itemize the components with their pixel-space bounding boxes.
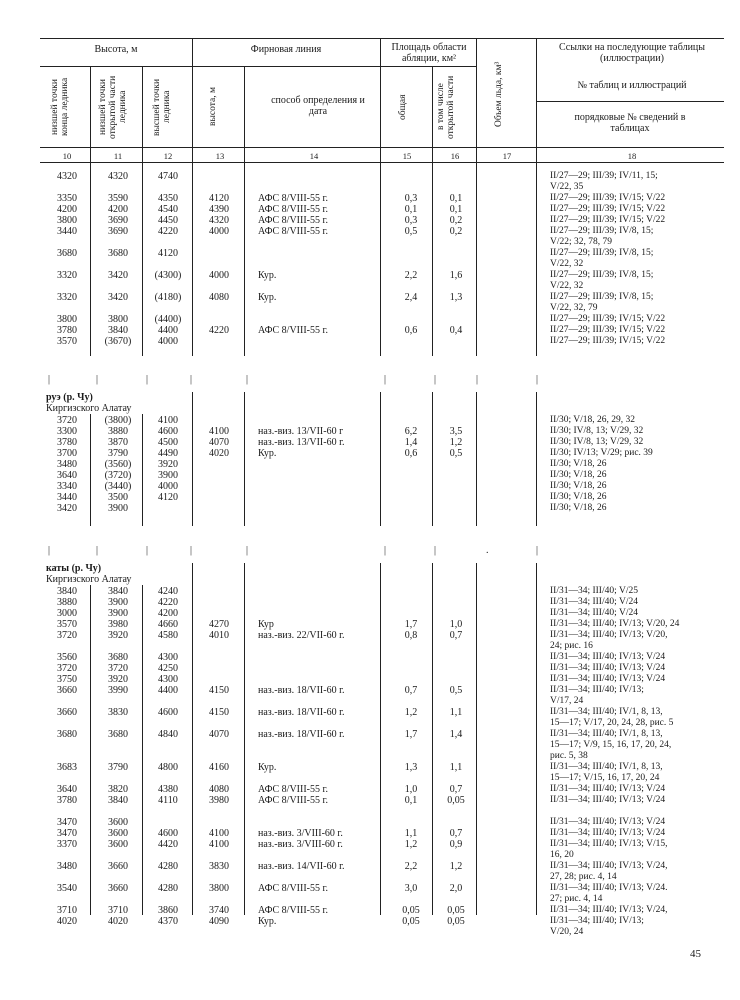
refs-tables-header: № таблиц и иллюстраций [577,80,687,91]
col-number: 16 [450,151,460,161]
area-open-header: в том числе открытой части [436,75,456,139]
col-number: 14 [309,151,319,161]
block3-lowest-open-values: 3840 3900 3900 3980 3920 3680 3720 3920 3990 3830 3680 3790 3820 3840 3600 3600 3600 3660 3660 3710 4020 [108,586,128,927]
block2-refs-values: II/30; V/18, 26, 29, 32 II/30; IV/8, 13; V/29, 32 II/30; IV/8, 13; V/29, 32 II/30; IV/13; V/29; рис. 39 II/30; V/18, 26 II/30; V/18, 26 II/30; V/18, 26 II/30; V/18, 26 II/30; V/18, 26 [550,415,653,513]
block1-area-open-values: 0,1 0,1 0,2 0,2 1,6 1,3 0,4 [449,193,463,336]
col-rule [192,38,193,356]
section-subtitle: Киргизского Алатау [46,403,132,414]
page-number: 45 [690,948,701,960]
block3-firn-height-values: 4270 4010 4150 4150 4070 4160 4080 3980 4100 4100 3830 3800 3740 4090 [209,619,229,927]
col-rule [244,66,245,356]
firn-height-header: высота, м [208,87,218,127]
col-rule [90,414,91,526]
block2-lowest-end-values: 3720 3300 3780 3700 3480 3640 3340 3440 3420 [57,415,77,514]
col-number: 13 [215,151,225,161]
block1-lowest-end-values: 4320 3350 4200 3800 3440 3680 3320 3320 3800 3780 3570 [57,171,77,347]
refs-group-header: Ссылки на последующие таблицы (иллюстрации) [558,42,705,64]
section-title: каты (р. Чу) [46,563,102,574]
col-rule [476,38,477,356]
area-total-header: общая [398,94,408,120]
block3-highest-values: 4240 4220 4200 4660 4580 4300 4250 4300 4400 4600 4840 4800 4380 4110 4600 4420 4280 4280 3860 4370 [158,586,178,927]
separator-ticks: | | | | | | | . | [48,545,539,556]
block2-firn-height-values: 4100 4070 4020 [209,426,229,459]
separator-ticks: | | | | | | | | | [48,374,539,385]
col-rule [536,392,537,526]
block3-refs-values: II/31—34; III/40; V/25 II/31—34; III/40; V/24 II/31—34; III/40; V/24 II/31—34; III/40; IV/13; V/20, 24 II/31—34; III/40; IV/13; V/20, 24; рис. 16 II/31—34; III/40; IV/13; V/24 II/31—34; III/40; IV/13; V/24 II/31—34; III/40; IV/13; V/24 II/31—34; III/40; IV/13; V/17, 24 II/31—34; III/40; IV/1, 8, 13, 15—17; V/17, 20, 24, 28, рис. 5 II/31—34; III/40; IV/1, 8, 13, 15—17; V/9, 15, 16, 17, 20, 24, рис. 5, 38 II/31—34; III/40; IV/1, 8, 13, 15—17; V/15, 16, 17, 20, 24 II/31—34; III/40; IV/13; V/24 II/31—34; III/40; IV/13; V/24 II/31—34; III/40; IV/13; V/24 II/31—34; III/40; IV/13; V/24 II/31—34; III/40; IV/13; V/15, 16, 20 II/31—34; III/40; IV/13; V/24, 27, 28; рис. 4, 14 II/31—34; III/40; IV/13; V/24. 27; рис. 4, 14 II/31—34; III/40; IV/13; V/24, II/31—34; III/40; IV/13; V/20, 24 [550,586,680,937]
col-number: 17 [502,151,512,161]
section-subtitle: Киргизского Алатау [46,574,132,585]
col-number: 11 [113,151,123,161]
col-number: 10 [62,151,72,161]
col-rule [142,414,143,526]
area-subrule [380,66,476,67]
col-rule [90,585,91,915]
block1-area-total-values: 0,3 0,1 0,3 0,5 2,2 2,4 0,6 [404,193,418,336]
block3-area-open-values: 1,0 0,7 0,5 1,1 1,4 1,1 0,7 0,05 0,7 0,9 1,2 2,0 0,05 0,05 [447,619,465,927]
refs-subrule [536,101,724,102]
col-rule [142,66,143,356]
col-number: 12 [163,151,173,161]
area-group-header: Площадь области абляции, км² [391,42,467,64]
highest-header: высшей точки ледника [152,78,172,136]
ice-volume-header: Объем льда, км³ [494,61,504,127]
col-rule [90,66,91,356]
firn-method-header: способ определения и дата [271,95,365,117]
block2-lowest-open-values: (3800) 3880 3870 3790 (3560) (3720) (3440) 3500 3900 [104,415,132,514]
refs-order-header: порядковые № сведений в таблицах [574,112,686,134]
lowest-open-header: низшей точки открытой части ледника [98,75,128,139]
col-rule [244,392,245,526]
height-subrule [40,66,192,67]
col-rule [476,563,477,915]
lowest-end-header: низшей точки конца ледника [50,77,70,137]
col-rule [536,563,537,915]
col-rule [476,392,477,526]
block1-firn-height-values: 4120 4390 4320 4000 4000 4080 4220 [209,193,229,336]
col-rule [192,563,193,915]
block1-firn-method-values: АФС 8/VIII-55 г. АФС 8/VIII-55 г. АФС 8/VIII-55 г. АФС 8/VIII-55 г. Кур. Кур. АФС 8/VIII-55 г. [258,193,328,336]
col-rule [536,38,537,356]
block2-highest-values: 4100 4600 4500 4490 3920 3900 4000 4120 [158,415,178,503]
col-number: 18 [627,151,637,161]
block3-area-total-values: 1,7 0,8 0,7 1,2 1,7 1,3 1,0 0,1 1,1 1,2 2,2 3,0 0,05 0,05 [402,619,420,927]
section-title: руэ (р. Чу) [46,392,93,403]
col-rule [142,585,143,915]
block3-firn-method-values: Кур наз.-виз. 22/VII-60 г. наз.-виз. 18/VII-60 г. наз.-виз. 18/VII-60 г. наз.-виз. 18/VII-60 г. Кур. АФС 8/VIII-55 г. АФС 8/VIII-55 г. наз.-виз. 3/VIII-60 г. наз.-виз. 3/VIII-60 г. наз.-виз. 14/VII-60 г. АФС 8/VIII-55 г. АФС 8/VIII-55 г. Кур. [258,619,345,927]
height-group-header: Высота, м [94,44,138,55]
col-rule [432,563,433,915]
col-rule [244,563,245,915]
block2-area-total-values: 6,2 1,4 0,6 [404,426,418,459]
col-number: 15 [402,151,412,161]
block1-refs-values: II/27—29; III/39; IV/11, 15; V/22, 35 II/27—29; III/39; IV/15; V/22 II/27—29; III/39; IV/15; V/22 II/27—29; III/39; IV/15; V/22 II/27—29; III/39; IV/8, 15; V/22; 32, 78, 79 II/27—29; III/39; IV/8, 15; V/22, 32 II/27—29; III/39; IV/8, 15; V/22, 32 II/27—29; III/39; IV/8, 15; V/22, 32, 79 II/27—29; III/39; IV/15; V/22 II/27—29; III/39; IV/15; V/22 II/27—29; III/39; IV/15; V/22 [550,171,666,346]
block1-highest-values: 4740 4350 4540 4450 4220 4120 (4300) (4180) (4400) 4400 4000 [154,171,182,347]
header-top-rule [40,38,724,39]
col-rule [432,392,433,526]
block2-firn-method-values: наз.-виз. 13/VII-60 г наз.-виз. 13/VII-60 г. Кур. [258,426,345,459]
firn-subrule [192,66,380,67]
block1-lowest-open-values: 4320 3590 4200 3690 3690 3680 3420 3420 3800 3840 (3670) [104,171,132,347]
col-rule [432,66,433,356]
col-rule [192,392,193,526]
firn-group-header: Фирновая линия [250,44,322,55]
block2-area-open-values: 3,5 1,2 0,5 [449,426,463,459]
block3-lowest-end-values: 3840 3880 3000 3570 3720 3560 3720 3750 3660 3660 3680 3683 3640 3780 3470 3470 3370 3480 3540 3710 4020 [57,586,77,927]
